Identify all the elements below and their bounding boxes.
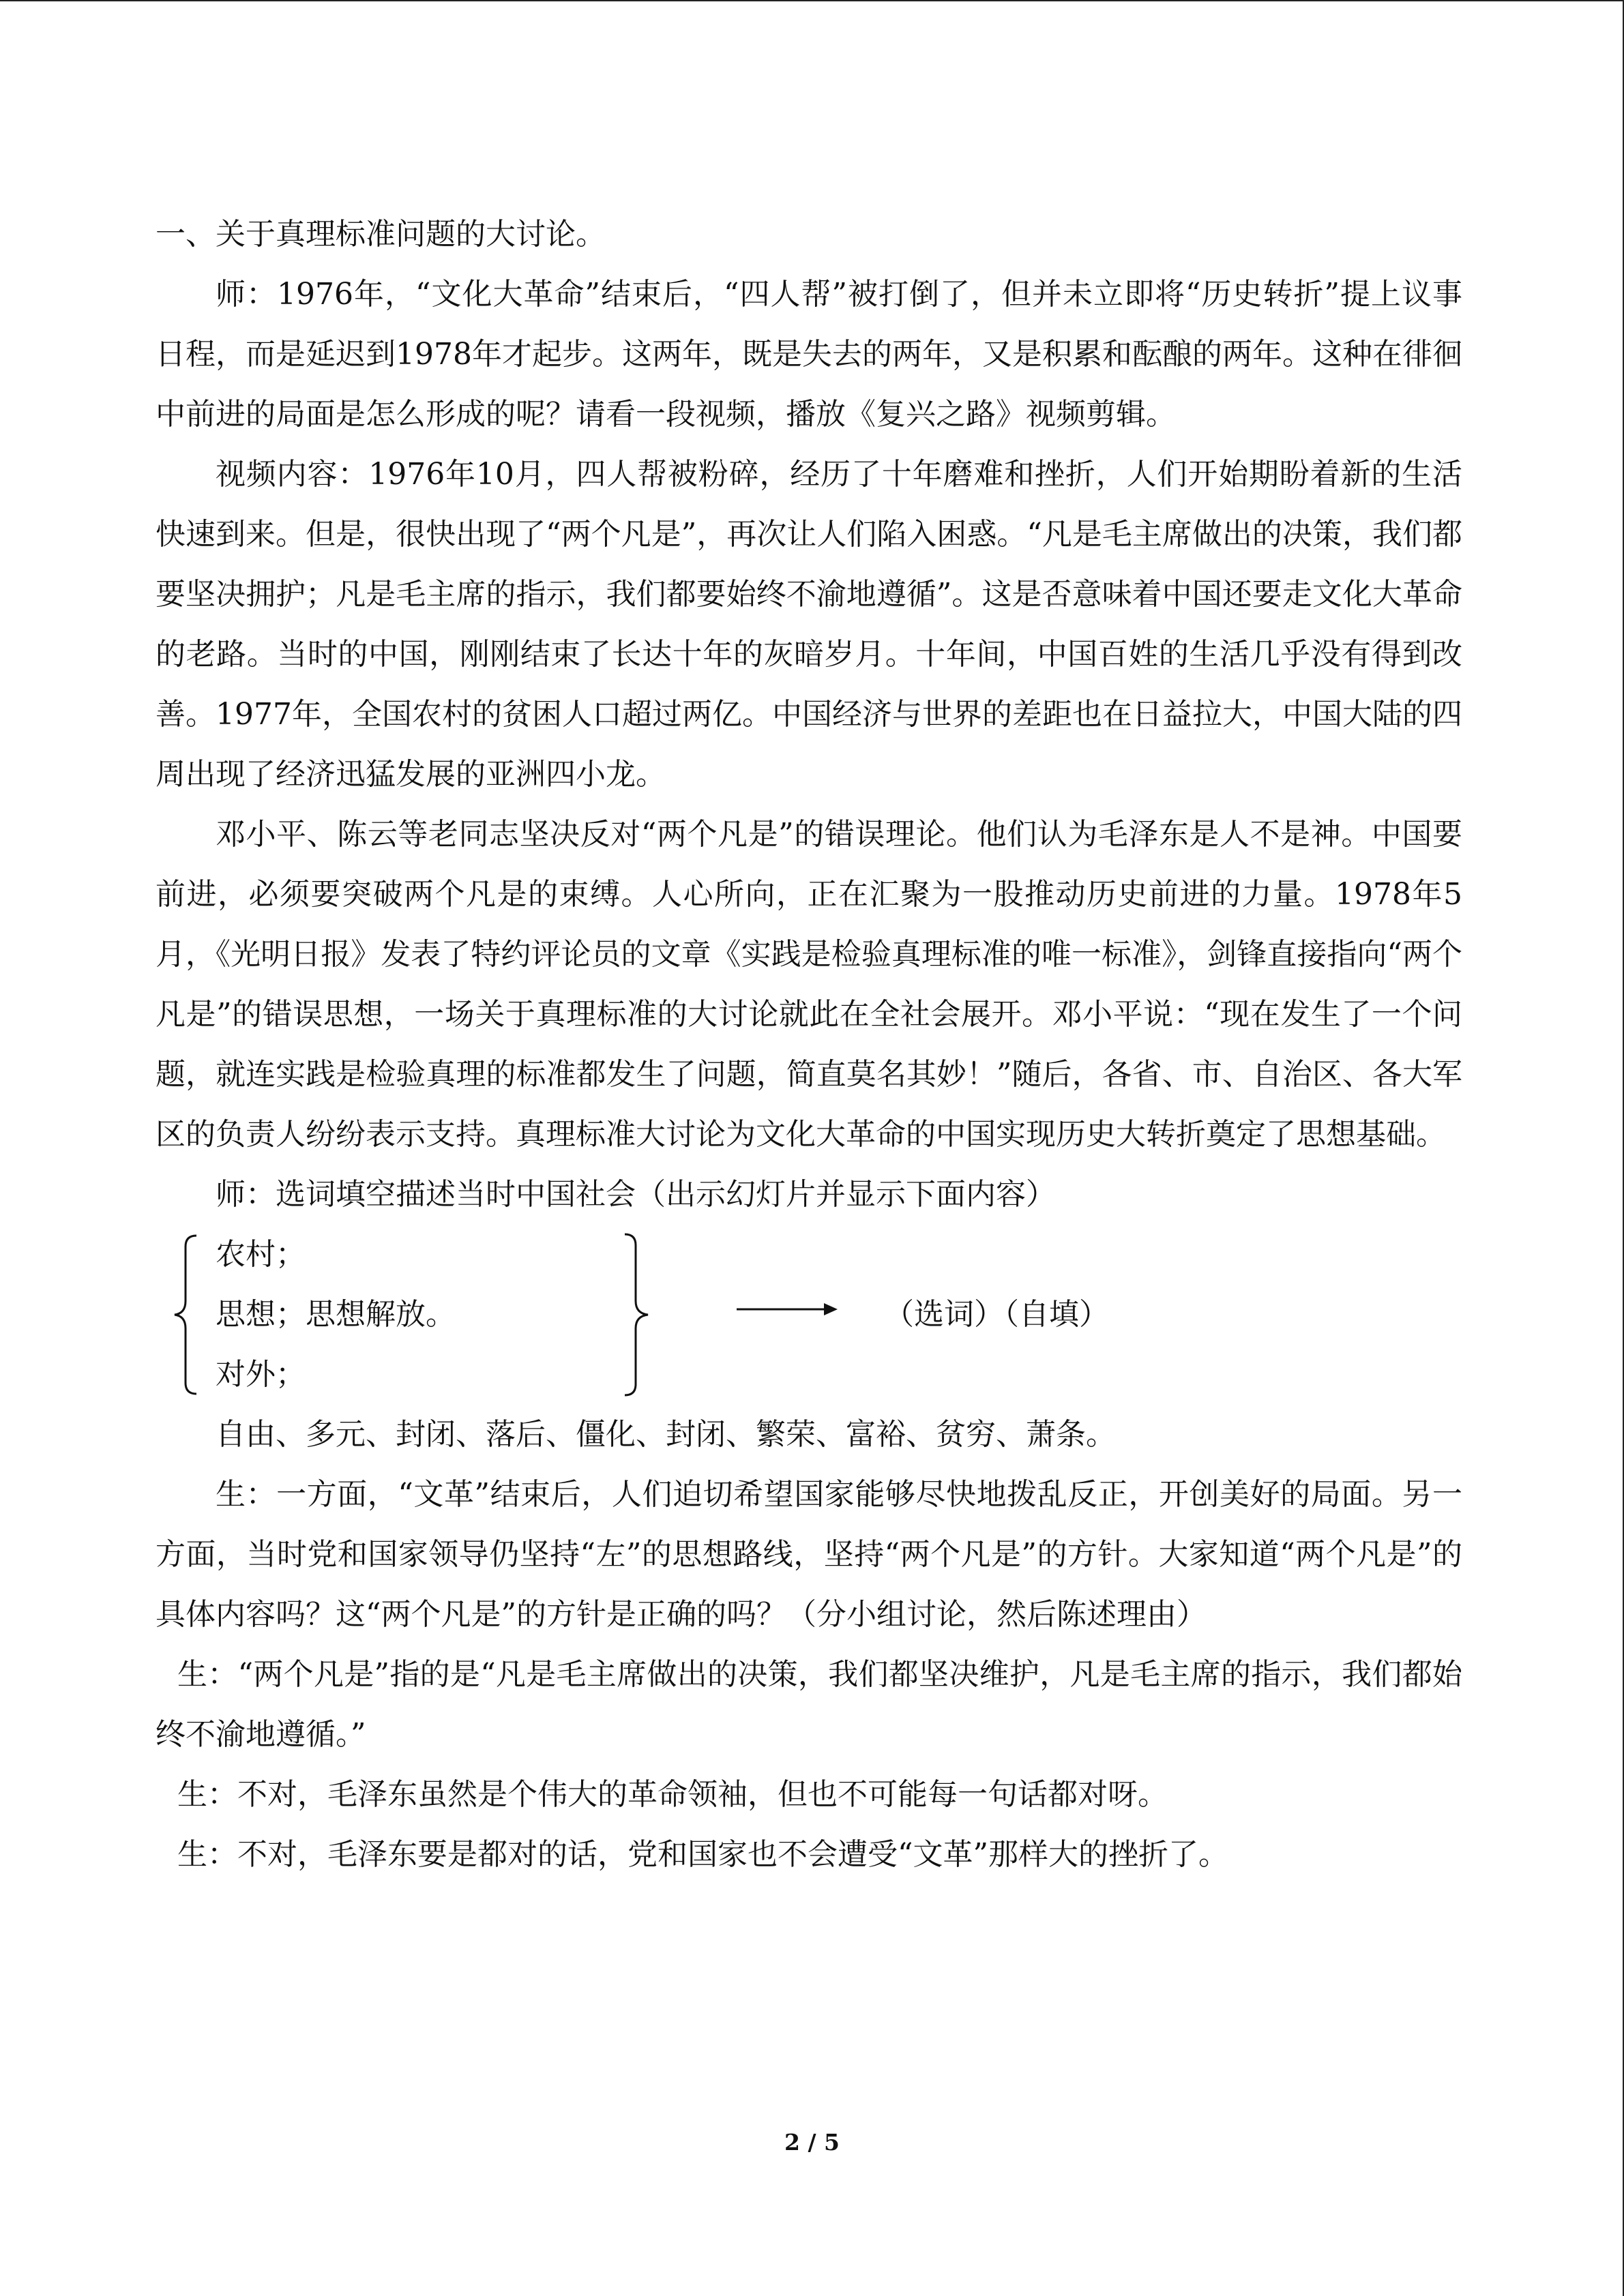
choose-label: （选词）（自填） <box>884 1297 1109 1332</box>
fill-in-diagram <box>156 1225 1462 1405</box>
diagram-items <box>216 1225 456 1405</box>
right-brace-icon <box>619 1232 653 1398</box>
word-list: 自由、多元、封闭、落后、僵化、封闭、繁荣、富裕、贫穷、萧条。 <box>216 1417 1116 1452</box>
paragraph-teacher-prompt: 师：选词填空描述当时中国社会（出示幻灯片并显示下面内容） <box>216 1177 1056 1212</box>
paragraph-deng-xiaoping: 邓小平、陈云等老同志坚决反对“两个凡是”的错误理论。他们认为毛泽东是人不是神。中国要前进，必须要突破两个凡是的束缚。人心所向，正在汇聚为一股推动历史前进的力量。1978年5月，《光明日报》发表了特约评论员的文章《实践是检验真理标准的唯一标准》，剑锋直接指向“两个凡是”的错误思想，一场关于真理标准的大讨论就此在全社会展开。邓小平说：“现在发生了一个问题，就连实践是检验真理的标准都发生了问题，简直莫名其妙！”随后，各省、市、自治区、各大军区的负责人纷纷表示支持。真理标准大讨论为文化大革命的中国实现历史大转折奠定了思想基础。 <box>156 817 1463 1152</box>
document-body <box>156 205 1462 1885</box>
paragraph-teacher-intro: 师：1976年，“文化大革命”结束后，“四人帮”被打倒了，但并未立即将“历史转折”提上议事日程，而是延迟到1978年才起步。这两年，既是失去的两年，又是积累和酝酿的两年。这种在徘徊中前进的局面是怎么形成的呢？请看一段视频，播放《复兴之路》视频剪辑。 <box>156 277 1462 432</box>
left-brace-icon <box>169 1233 203 1397</box>
paragraph-video-content: 视频内容：1976年10月，四人帮被粉碎，经历了十年磨难和挫折，人们开始期盼着新的生活快速到来。但是，很快出现了“两个凡是”，再次让人们陷入困惑。“凡是毛主席做出的决策，我们都要坚决拥护；凡是毛主席的指示，我们都要始终不渝地遵循”。这是否意味着中国还要走文化大革命的老路。当时的中国，刚刚结束了长达十年的灰暗岁月。十年间，中国百姓的生活几乎没有得到改善。1977年，全国农村的贫困人口超过两亿。中国经济与世界的差距也在日益拉大，中国大陆的四周出现了经济迅猛发展的亚洲四小龙。 <box>156 457 1462 792</box>
student-answer-1: 生：一方面，“文革”结束后，人们迫切希望国家能够尽快地拨乱反正，开创美好的局面。另一方面，当时党和国家领导仍坚持“左”的思想路线，坚持“两个凡是”的方针。大家知道“两个凡是”的具体内容吗？这“两个凡是”的方针是正确的吗？（分小组讨论，然后陈述理由） <box>156 1477 1462 1632</box>
student-answer-2: 生：“两个凡是”指的是“凡是毛主席做出的决策，我们都坚决维护，凡是毛主席的指示，我们都始终不渝地遵循。” <box>156 1657 1462 1752</box>
diagram-item-foreign: 对外； <box>216 1357 306 1392</box>
diagram-item-rural: 农村； <box>216 1237 306 1272</box>
page-number: 2 / 5 <box>784 2129 840 2156</box>
student-answer-4: 生：不对，毛泽东要是都对的话，党和国家也不会遭受“文革”那样大的挫折了。 <box>177 1837 1228 1872</box>
student-answer-3: 生：不对，毛泽东虽然是个伟大的革命领袖，但也不可能每一句话都对呀。 <box>177 1777 1168 1812</box>
right-arrow-icon <box>737 1300 839 1319</box>
diagram-item-thought: 思想；思想解放。 <box>216 1297 456 1332</box>
section-heading: 一、关于真理标准问题的大讨论。 <box>156 217 606 252</box>
